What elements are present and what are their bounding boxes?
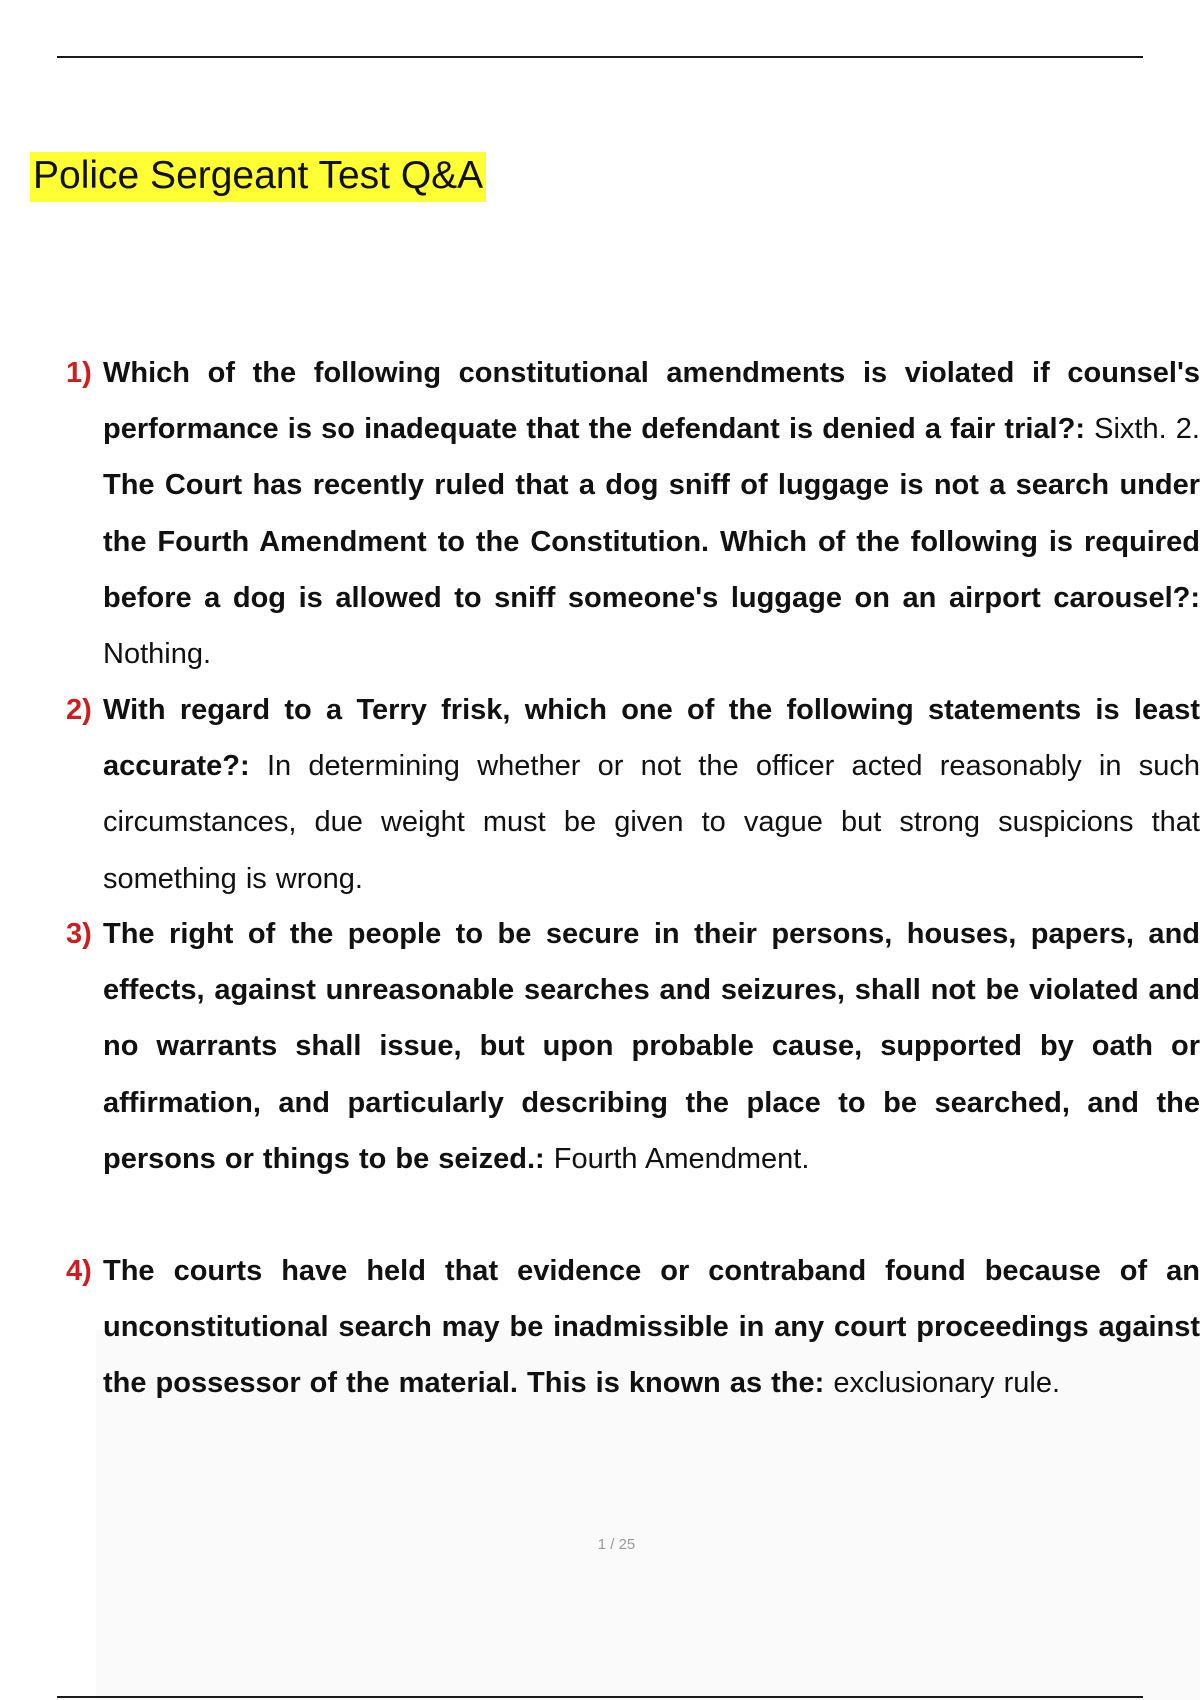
qa-item-4 <box>0 1243 1200 1467</box>
question-text-2: The Court has recently ruled that a dog sniff of luggage is not a search under the Fourth Amendment to the Constitution. Which of the following is required before a dog is allowed to sniff someone's luggage on an airport carousel?: <box>103 469 1200 614</box>
page-number: 1 / 25 <box>597 1536 636 1553</box>
item-number: 1) <box>66 357 92 389</box>
question-text: With regard to a Terry frisk, which one of the following statements is least accurate?: <box>103 694 1200 783</box>
answer-text: In determining whether or not the officer acted reasonably in such circumstances, due weight must be given to vague but strong suspicions that something is wrong. <box>103 750 1200 895</box>
question-text: The right of the people to be secure in their persons, houses, papers, and effects, against unreasonable searches and seizures, shall not be violated and no warrants shall issue, but upon probable cause, supported by oath or affirmation, and particularly describing the place to be searched, and the persons or things to be seized.: <box>103 918 1200 1175</box>
header-rule <box>57 56 1143 58</box>
qa-text <box>103 345 1200 682</box>
footer-rule <box>57 1696 1143 1698</box>
qa-text <box>103 1243 1200 1467</box>
question-text: The courts have held that evidence or contraband found because of an unconstitutional search may be inadmissible in any court proceedings against the possessor of the material. This is known as the: <box>103 1255 1200 1400</box>
qa-list <box>0 345 1200 1467</box>
answer-text-2: Nothing. <box>103 638 212 671</box>
item-number: 3) <box>66 918 92 950</box>
qa-item-1 <box>0 345 1200 682</box>
qa-item-3 <box>0 906 1200 1243</box>
answer-text: Fourth Amendment. <box>553 1142 810 1175</box>
item-number: 2) <box>66 694 92 726</box>
qa-text <box>103 906 1200 1243</box>
item-number: 4) <box>66 1255 92 1287</box>
qa-item-2 <box>0 682 1200 906</box>
answer-text: Sixth. 2. <box>1094 413 1200 446</box>
answer-text: exclusionary rule. <box>833 1367 1061 1400</box>
question-text: Which of the following constitutional amendments is violated if counsel's performance is so inadequate that the defendant is denied a fair trial?: <box>103 357 1200 446</box>
qa-text <box>103 682 1200 906</box>
document-title: Police Sergeant Test Q&A <box>30 152 486 202</box>
